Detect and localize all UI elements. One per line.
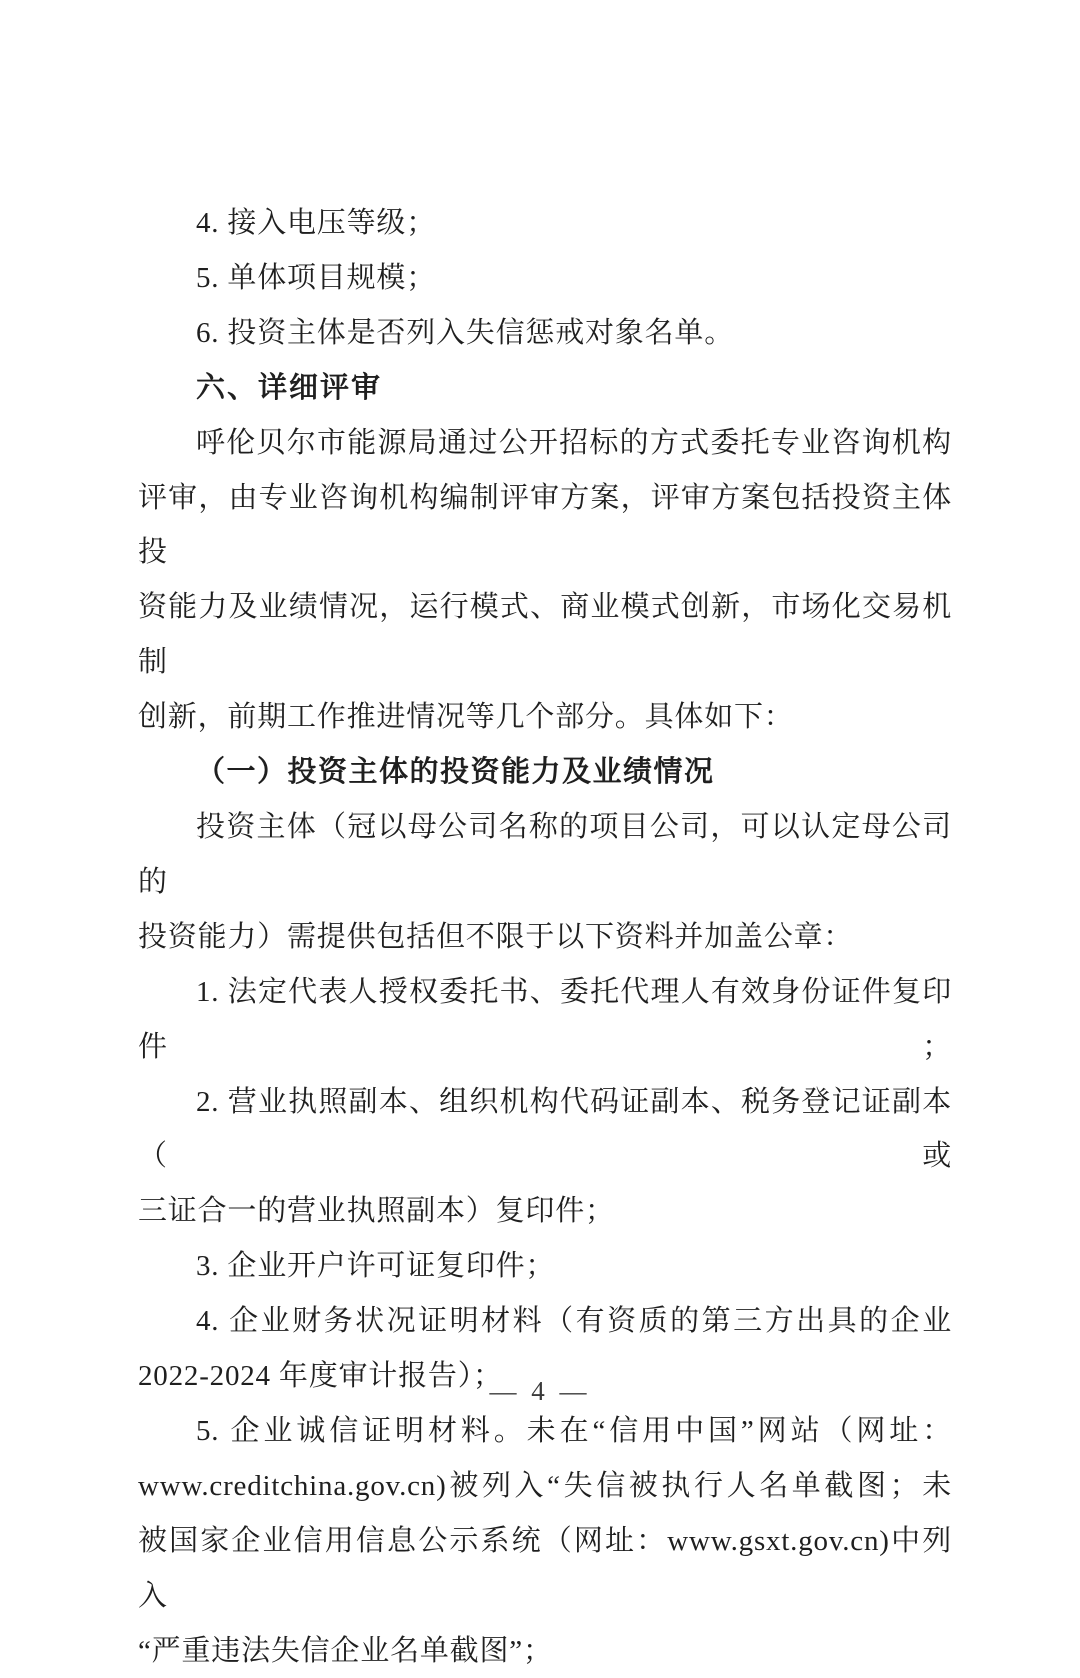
intro-paragraph-line: 资能力及业绩情况，运行模式、商业模式创新，市场化交易机制 (138, 591, 952, 679)
material-item-4-line: 2022-2024 年度审计报告）； (138, 1360, 503, 1393)
list-item-6: 6. 投资主体是否列入失信惩戒对象名单。 (196, 316, 735, 349)
lead-paragraph-line: 投资主体（冠以母公司名称的项目公司，可以认定母公司的 (138, 810, 952, 898)
subsection-heading-one: （一）投资主体的投资能力及业绩情况 (196, 756, 715, 789)
lead-paragraph-line: 投资能力）需提供包括但不限于以下资料并加盖公章： (138, 920, 854, 953)
material-item-5-line: 5. 企业诚信证明材料。未在“信用中国”网站（网址： (196, 1414, 952, 1447)
intro-paragraph-line: 评审，由专业咨询机构编制评审方案，评审方案包括投资主体投 (138, 481, 952, 569)
intro-paragraph-line: 呼伦贝尔市能源局通过公开招标的方式委托专业咨询机构 (196, 426, 952, 459)
material-item-5-line: www.creditchina.gov.cn)被列入“失信被执行人名单截图；未 (138, 1469, 952, 1502)
document-body (138, 196, 952, 1678)
material-item-1: 1. 法定代表人授权委托书、委托代理人有效身份证件复印件； (138, 975, 952, 1063)
material-item-4-line: 4. 企业财务状况证明材料（有资质的第三方出具的企业 (196, 1305, 952, 1338)
list-item-4: 4. 接入电压等级； (196, 207, 437, 239)
material-item-5-line: “严重违法失信企业名单截图”； (138, 1634, 553, 1667)
intro-paragraph-line: 创新，前期工作推进情况等几个部分。具体如下： (138, 701, 794, 734)
list-item-5: 5. 单体项目规模； (196, 261, 437, 294)
material-item-5-line: 被国家企业信用信息公示系统（网址：www.gsxt.gov.cn)中列入 (138, 1524, 952, 1612)
section-heading-six: 六、详细评审 (196, 371, 383, 404)
material-item-2-line: 2. 营业执照副本、组织机构代码证副本、税务登记证副本（或 (138, 1085, 952, 1173)
material-item-3: 3. 企业开户许可证复印件； (196, 1250, 556, 1283)
material-item-2-line: 三证合一的营业执照副本）复印件； (138, 1195, 615, 1228)
page-number: — 4 — (489, 1376, 591, 1406)
